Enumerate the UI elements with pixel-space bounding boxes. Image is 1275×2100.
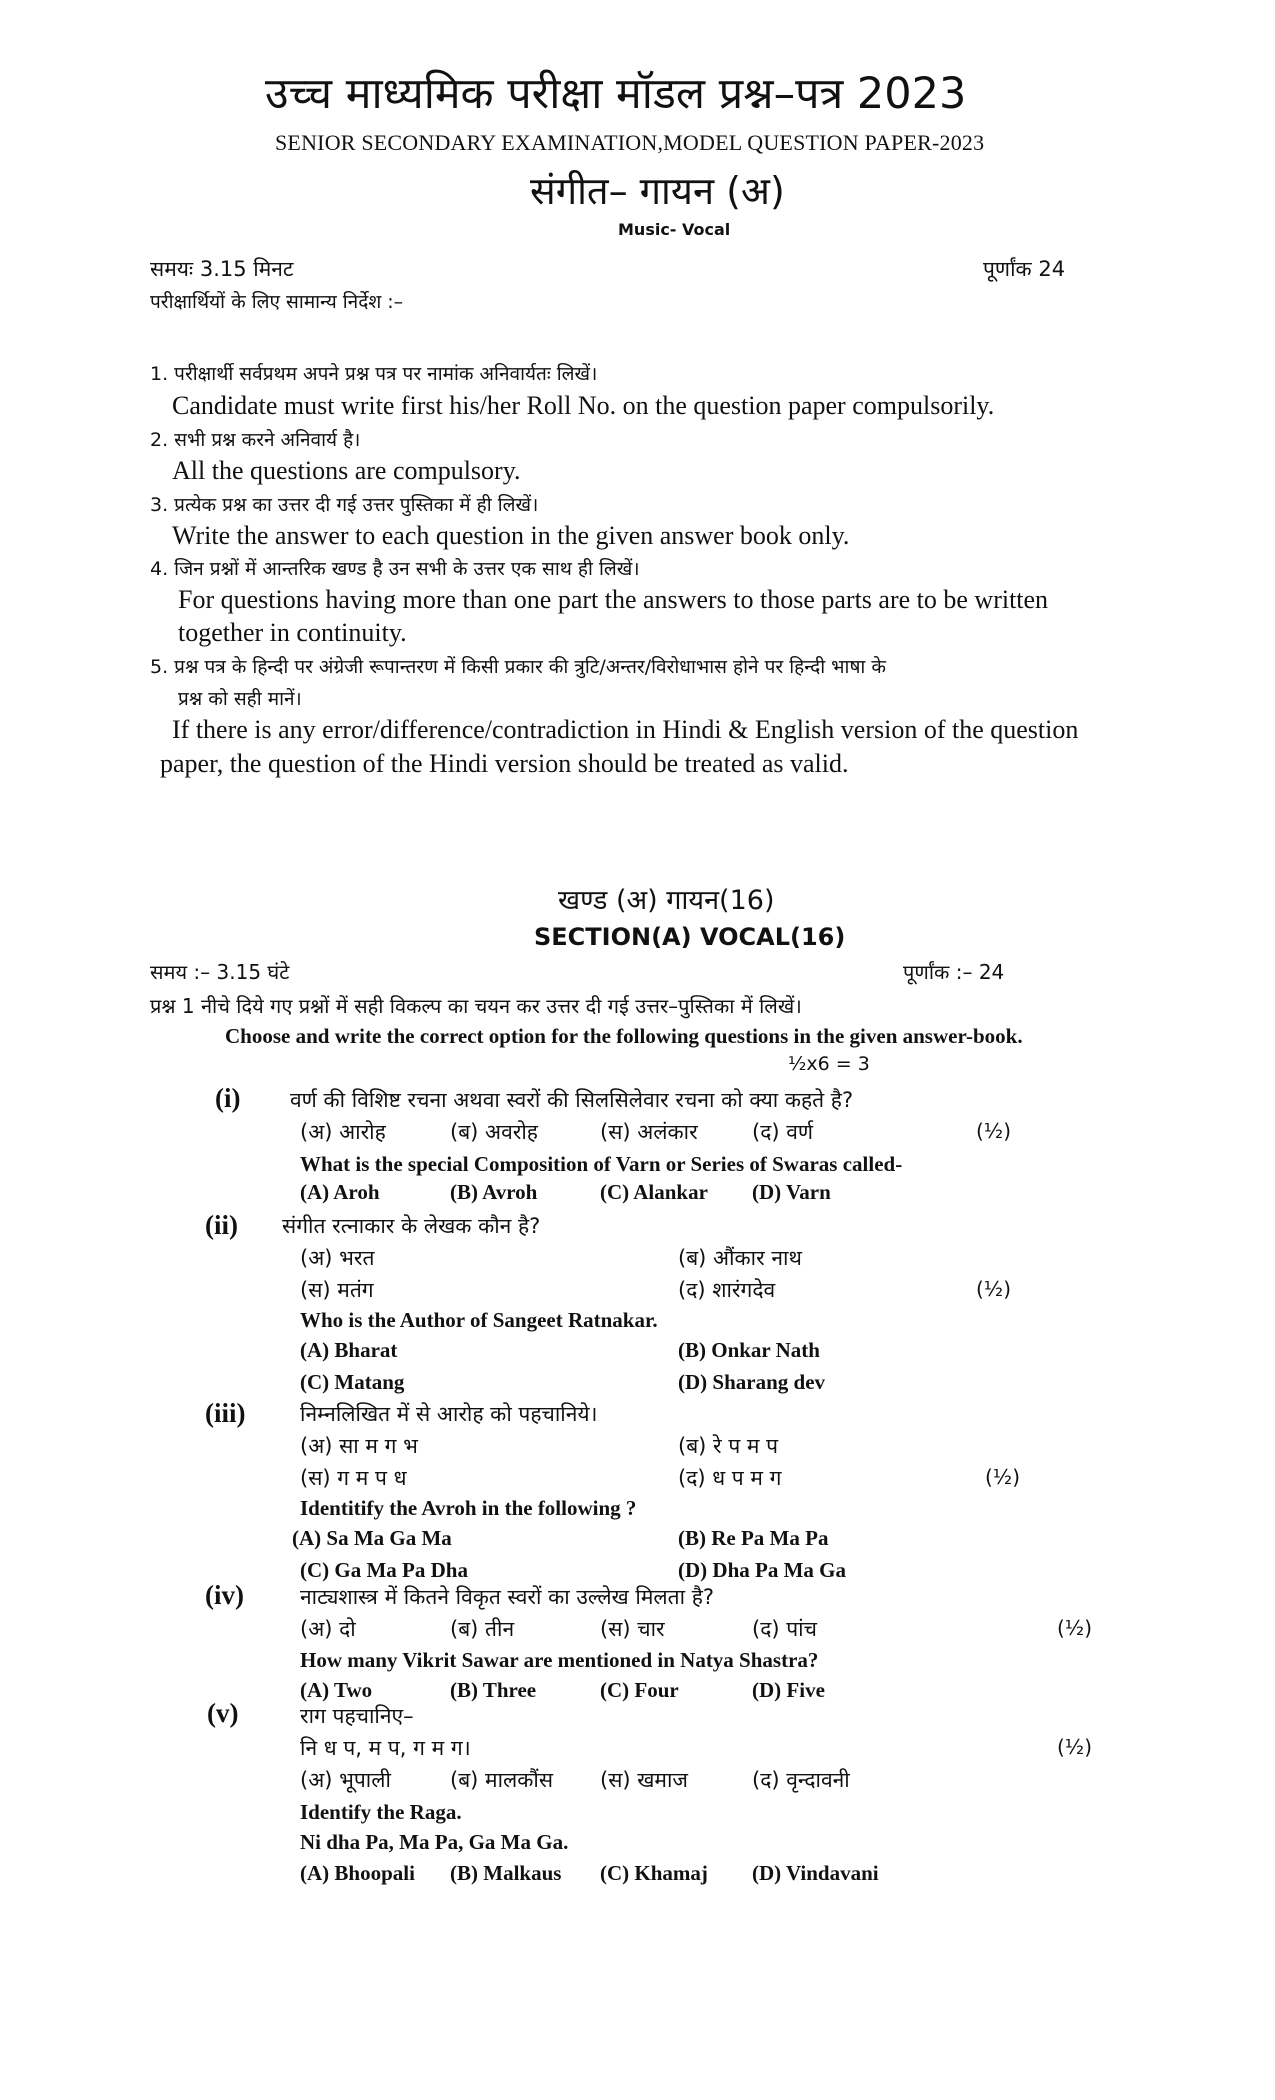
option-c-hindi: (स) चार (600, 1617, 665, 1641)
question-text-english: Identify the Raga. (300, 1800, 462, 1824)
question-text-hindi: नाट्यशास्त्र में कितने विकृत स्वरों का उल्लेख मिलता है? (300, 1585, 715, 1609)
option-c-english: (C) Alankar (600, 1180, 708, 1204)
option-a-english: (A) Bharat (300, 1338, 398, 1362)
instruction-4-english-line2: together in continuity. (178, 618, 407, 647)
question-text-hindi: राग पहचानिए– (300, 1704, 414, 1728)
instruction-3-hindi: 3. प्रत्येक प्रश्न का उत्तर दी गई उत्तर पुस्तिका में ही लिखें। (150, 494, 539, 516)
option-d-hindi: (द) वर्ण (752, 1120, 814, 1144)
option-a-english: (A) Sa Ma Ga Ma (292, 1526, 452, 1550)
instruction-1-english: Candidate must write first his/her Roll No. on the question paper compulsorily. (172, 391, 995, 420)
section-title-hindi: खण्ड (अ) गायन(16) (558, 885, 775, 916)
option-a-hindi: (अ) दो (300, 1617, 356, 1641)
question-mark: (½) (1057, 1616, 1092, 1640)
option-d-english: (D) Sharang dev (678, 1370, 826, 1394)
option-a-english: (A) Bhoopali (300, 1861, 415, 1885)
general-instructions-heading: परीक्षार्थियों के लिए सामान्य निर्देश :– (150, 291, 404, 313)
option-c-hindi: (स) मतंग (300, 1278, 374, 1302)
instruction-5-hindi-line1: 5. प्रश्न पत्र के हिन्दी पर अंग्रेजी रूपान्तरण में किसी प्रकार की त्रुटि/अन्तर/विरोधाभास होने पर हिन्दी भाषा के (150, 656, 886, 678)
question-text-english: How many Vikrit Sawar are mentioned in Natya Shastra? (300, 1648, 819, 1672)
option-d-english: (D) Vindavani (752, 1861, 879, 1885)
question-1-marks: ½x6 = 3 (788, 1053, 870, 1075)
question-mark: (½) (1057, 1735, 1092, 1759)
option-b-hindi: (ब) औंकार नाथ (678, 1246, 802, 1270)
instruction-5-english-line2: paper, the question of the Hindi version should be treated as valid. (160, 749, 849, 778)
option-c-hindi: (स) खमाज (600, 1768, 689, 1792)
option-c-english: (C) Matang (300, 1370, 405, 1394)
section-time: समय :– 3.15 घंटे (150, 960, 290, 984)
option-d-english: (D) Five (752, 1678, 825, 1702)
option-b-english: (B) Three (450, 1678, 537, 1702)
question-number: (iv) (205, 1580, 244, 1610)
option-a-hindi: (अ) आरोह (300, 1120, 386, 1144)
option-c-english: (C) Khamaj (600, 1861, 708, 1885)
option-d-hindi: (द) वृन्दावनी (752, 1768, 850, 1792)
option-b-english: (B) Malkaus (450, 1861, 562, 1885)
instruction-2-hindi: 2. सभी प्रश्न करने अनिवार्य है। (150, 429, 361, 451)
question-1-english: Choose and write the correct option for the following questions in the given answer-book. (225, 1024, 1023, 1048)
option-b-hindi: (ब) मालकौंस (450, 1768, 554, 1792)
question-mark: (½) (976, 1119, 1011, 1143)
option-b-english: (B) Re Pa Ma Pa (678, 1526, 829, 1550)
option-c-english: (C) Four (600, 1678, 679, 1702)
question-number: (v) (207, 1698, 239, 1728)
paper-title-hindi: उच्च माध्यमिक परीक्षा मॉडल प्रश्न–पत्र 2023 (265, 69, 967, 119)
subject-title-hindi: संगीत– गायन (अ) (530, 169, 785, 213)
section-max-marks: पूर्णांक :– 24 (903, 960, 1005, 984)
section-title-english: SECTION(A) VOCAL(16) (534, 923, 846, 951)
question-text-hindi: संगीत रत्नाकार के लेखक कौन है? (282, 1214, 541, 1238)
question-text-hindi: निम्नलिखित में से आरोह को पहचानिये। (300, 1402, 598, 1426)
question-mark: (½) (985, 1465, 1020, 1489)
option-d-hindi: (द) ध प म ग (678, 1466, 782, 1490)
option-c-hindi: (स) ग म प ध (300, 1466, 407, 1490)
question-number: (iii) (205, 1398, 246, 1428)
question-number: (ii) (205, 1210, 238, 1240)
question-text-english: What is the special Composition of Varn or Series of Swaras called- (300, 1152, 903, 1176)
question-text-english: Who is the Author of Sangeet Ratnakar. (300, 1308, 658, 1332)
option-d-english: (D) Dha Pa Ma Ga (678, 1558, 846, 1582)
question-1-hindi: प्रश्न 1 नीचे दिये गए प्रश्नों में सही विकल्प का चयन कर उत्तर दी गई उत्तर–पुस्तिका में लिखें। (150, 994, 802, 1018)
option-a-hindi: (अ) भरत (300, 1246, 375, 1270)
instruction-5-hindi-line2: प्रश्न को सही मानें। (178, 688, 302, 710)
option-c-hindi: (स) अलंकार (600, 1120, 698, 1144)
option-c-english: (C) Ga Ma Pa Dha (300, 1558, 468, 1582)
option-b-hindi: (ब) रे प म प (678, 1434, 779, 1458)
option-d-hindi: (द) पांच (752, 1617, 817, 1641)
question-text-hindi: वर्ण की विशिष्ट रचना अथवा स्वरों की सिलसिलेवार रचना को क्या कहते है? (290, 1088, 854, 1112)
instruction-4-hindi: 4. जिन प्रश्नों में आन्तरिक खण्ड है उन सभी के उत्तर एक साथ ही लिखें। (150, 558, 640, 580)
question-number: (i) (215, 1083, 241, 1113)
option-b-english: (B) Avroh (450, 1180, 538, 1204)
max-marks: पूर्णांक 24 (983, 257, 1066, 281)
question-mark: (½) (976, 1277, 1011, 1301)
question-notation-hindi: नि ध प, म प, ग म ग। (300, 1736, 471, 1760)
option-b-hindi: (ब) अवरोह (450, 1120, 538, 1144)
option-d-hindi: (द) शारंगदेव (678, 1278, 776, 1302)
option-a-english: (A) Two (300, 1678, 373, 1702)
option-b-english: (B) Onkar Nath (678, 1338, 820, 1362)
option-a-hindi: (अ) सा म ग भ (300, 1434, 418, 1458)
instruction-1-hindi: 1. परीक्षार्थी सर्वप्रथम अपने प्रश्न पत्र पर नामांक अनिवार्यतः लिखें। (150, 363, 598, 385)
option-d-english: (D) Varn (752, 1180, 831, 1204)
instruction-5-english-line1: If there is any error/difference/contradiction in Hindi & English version of the question (172, 715, 1079, 744)
time-allowed: समयः 3.15 मिनट (150, 257, 294, 281)
instruction-2-english: All the questions are compulsory. (172, 456, 521, 485)
instruction-4-english-line1: For questions having more than one part the answers to those parts are to be written (178, 585, 1049, 614)
subject-title-english: Music- Vocal (618, 220, 731, 239)
instruction-3-english: Write the answer to each question in the given answer book only. (172, 521, 850, 550)
question-text-english: Identitify the Avroh in the following ? (300, 1496, 637, 1520)
question-notation-english: Ni dha Pa, Ma Pa, Ga Ma Ga. (300, 1830, 569, 1854)
paper-title-english: SENIOR SECONDARY EXAMINATION,MODEL QUESTION PAPER-2023 (275, 130, 985, 155)
option-a-english: (A) Aroh (300, 1180, 380, 1204)
option-a-hindi: (अ) भूपाली (300, 1768, 391, 1792)
option-b-hindi: (ब) तीन (450, 1617, 515, 1641)
